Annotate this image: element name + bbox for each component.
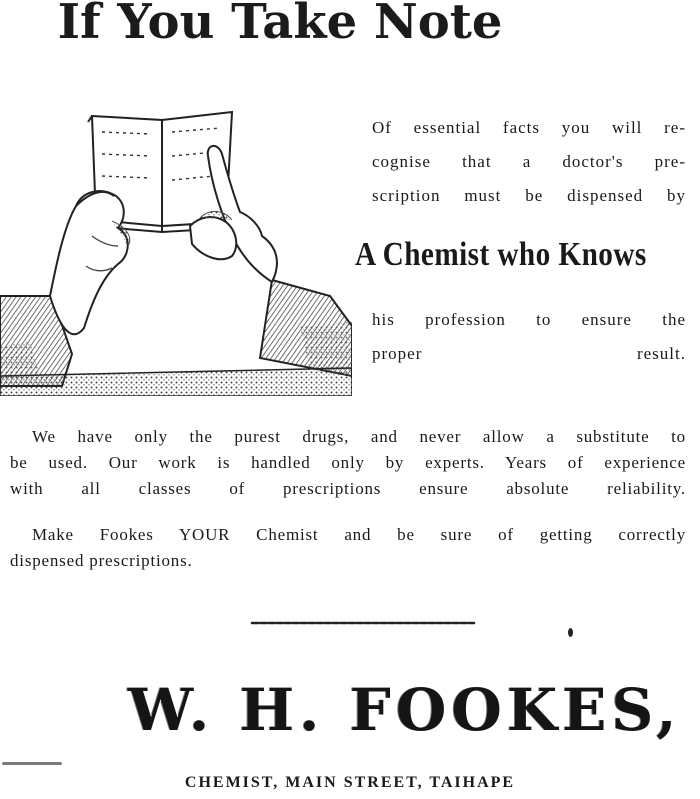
paragraph-line: Make Fookes YOUR Chemist and be sure of getting correctly	[32, 525, 686, 544]
ornamental-rule	[250, 618, 478, 628]
address-line: CHEMIST, MAIN STREET, TAIHAPE	[184, 774, 516, 791]
intro-line: scription must be dispensed by	[372, 186, 686, 205]
paragraph-call-to-action	[10, 522, 686, 574]
paragraph-line: with all classes of prescriptions ensure absolute reliability.	[10, 479, 686, 498]
intro-line: cognise that a doctor's pre-	[372, 152, 686, 171]
intro-line: Of essential facts you will re-	[372, 118, 686, 137]
intro-text	[372, 111, 686, 213]
followup-text	[372, 303, 686, 371]
firm-name: W. H. FOOKES,	[128, 676, 682, 744]
headline: If You Take Note	[57, 0, 503, 50]
ink-speck	[568, 628, 573, 637]
followup-line: proper result.	[372, 344, 686, 363]
hands-holding-book-illustration	[0, 96, 352, 396]
left-hand	[50, 191, 128, 334]
paragraph-line: be used. Our work is handled only by experts. Years of experience	[10, 453, 686, 472]
paragraph-line: We have only the purest drugs, and never allow a substitute to	[32, 427, 686, 446]
ink-smudge	[2, 762, 62, 765]
paragraph-line: dispensed prescriptions.	[10, 551, 193, 570]
paragraph-quality	[10, 424, 686, 502]
followup-line: his profession to ensure the	[372, 310, 686, 329]
emphasis-heading: A Chemist who Knows	[355, 236, 647, 273]
